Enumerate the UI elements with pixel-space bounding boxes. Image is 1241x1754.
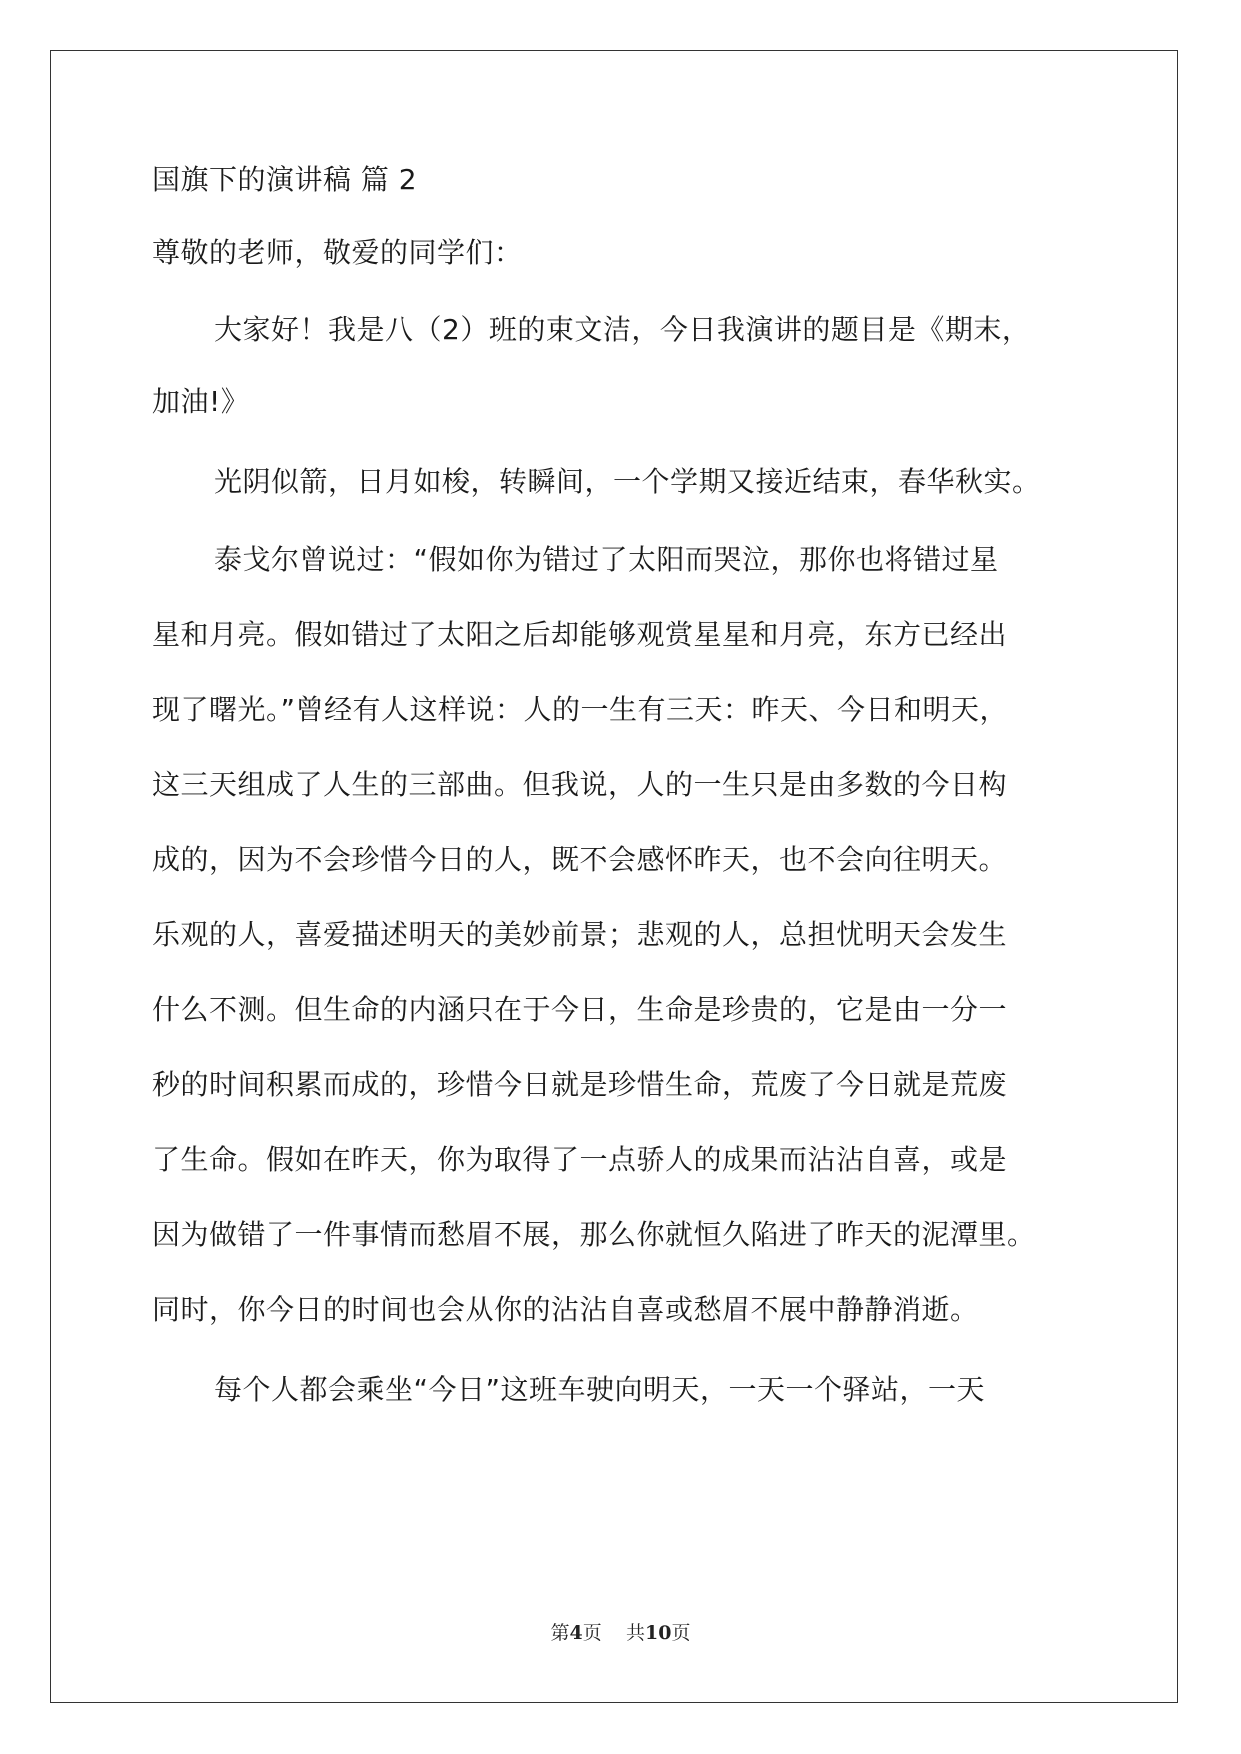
- paragraph-line: 泰戈尔曾说过：“假如你为错过了太阳而哭泣，那你也将错过星: [214, 543, 999, 576]
- total-unit: 页: [671, 1622, 691, 1644]
- paragraph-line: 什么不测。但生命的内涵只在于今日，生命是珍贵的，它是由一分一: [152, 993, 1008, 1026]
- paragraph-line: 每个人都会乘坐“今日”这班车驶向明天，一天一个驿站，一天: [214, 1373, 986, 1406]
- paragraph-line: 了生命。假如在昨天，你为取得了一点骄人的成果而沾沾自喜，或是: [152, 1143, 1008, 1176]
- paragraph-line: 加油!》: [152, 385, 250, 418]
- salutation: 尊敬的老师，敬爱的同学们：: [152, 236, 523, 269]
- current-page-number: 4: [569, 1622, 583, 1644]
- paragraph-line: 乐观的人，喜爱描述明天的美妙前景；悲观的人，总担忧明天会发生: [152, 918, 1008, 951]
- paragraph-line: 星和月亮。假如错过了太阳之后却能够观赏星星和月亮，东方已经出: [152, 618, 1008, 651]
- page-unit: 页: [582, 1622, 602, 1644]
- paragraph-line: 同时，你今日的时间也会从你的沾沾自喜或愁眉不展中静静消逝。: [152, 1293, 979, 1326]
- paragraph-line: 因为做错了一件事情而愁眉不展，那么你就恒久陷进了昨天的泥潭里。: [152, 1218, 1036, 1251]
- paragraph-line: 大家好！我是八（2）班的束文洁，今日我演讲的题目是《期末，: [214, 313, 1031, 346]
- total-prefix: 共: [625, 1622, 645, 1644]
- page-prefix: 第: [550, 1622, 570, 1644]
- document-title: 国旗下的演讲稿 篇 2: [152, 163, 418, 196]
- paragraph-line: 成的，因为不会珍惜今日的人，既不会感怀昨天，也不会向往明天。: [152, 843, 1008, 876]
- page-footer: [0, 1618, 1241, 1645]
- total-pages-number: 10: [644, 1622, 672, 1644]
- paragraph-line: 这三天组成了人生的三部曲。但我说，人的一生只是由多数的今日构: [152, 768, 1008, 801]
- paragraph-line: 光阴似箭，日月如梭，转瞬间，一个学期又接近结束，春华秋实。: [214, 465, 1041, 498]
- paragraph-line: 秒的时间积累而成的，珍惜今日就是珍惜生命，荒废了今日就是荒废: [152, 1068, 1008, 1101]
- paragraph-line: 现了曙光。”曾经有人这样说：人的一生有三天：昨天、今日和明天，: [152, 693, 1009, 726]
